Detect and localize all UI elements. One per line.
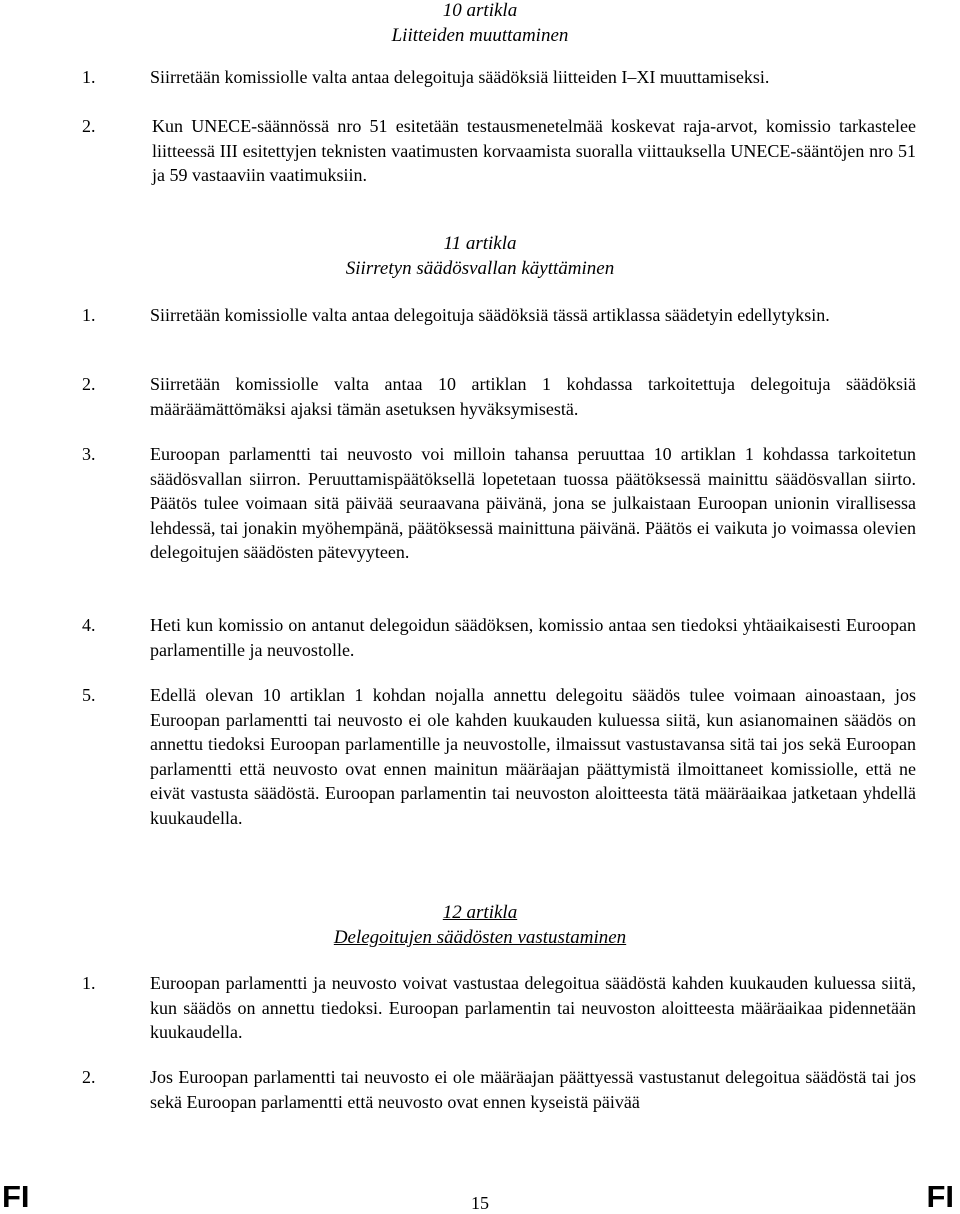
paragraph-number: 1. xyxy=(82,67,96,87)
article-12-heading xyxy=(0,900,960,950)
paragraph-number: 3. xyxy=(82,444,96,464)
article-number: 11 artikla xyxy=(443,233,517,254)
paragraph-text: Kun UNECE-säännössä nro 51 esitetään testausmenetelmää koskevat raja-arvot, komissio tarkastelee liitteessä III esitettyjen teknisten vaatimusten korvaamista suoralla viittauksella UNECE-sääntöjen nro 51 ja 59 vastaaviin vaatimuksiin. xyxy=(152,116,916,186)
article-number: 12 artikla xyxy=(442,902,518,923)
paragraph-text: Heti kun komissio on antanut delegoidun säädöksen, komissio antaa sen tiedoksi yhtäaikaisesti Euroopan parlamentille ja neuvostolle. xyxy=(150,615,916,660)
paragraph-text: Siirretään komissiolle valta antaa delegoituja säädöksiä liitteiden I–XI muuttamiseksi. xyxy=(150,67,770,87)
paragraph-number: 1. xyxy=(82,305,96,325)
paragraph-number: 2. xyxy=(82,116,96,136)
article-title: Siirretyn säädösvallan käyttäminen xyxy=(345,258,615,279)
article-11-paragraph-3 xyxy=(82,442,916,565)
paragraph-text: Euroopan parlamentti tai neuvosto voi milloin tahansa peruuttaa 10 artiklan 1 kohdassa tarkoitetun säädösvallan siirron. Peruuttamispäätöksellä lopetetaan tuossa päätöksessä mainittu säädösvallan siirto. Päätös tulee voimaan sitä päivää seuraavana päivänä, jona se julkaistaan Euroopan unionin virallisessa lehdessä, tai jonakin myöhempänä, päätöksessä mainittuna päivänä. Päätös ei vaikuta jo voimassa olevien delegoitujen säädösten pätevyyteen. xyxy=(150,444,916,563)
footer-language-label-right: FI xyxy=(926,1179,954,1214)
article-number: 10 artikla xyxy=(442,0,518,21)
paragraph-number: 5. xyxy=(82,685,96,705)
paragraph-text: Siirretään komissiolle valta antaa 10 artiklan 1 kohdassa tarkoitettuja delegoituja säädöksiä määräämättömäksi ajaksi tämän asetuksen hyväksymisestä. xyxy=(150,374,916,419)
page-number: 15 xyxy=(471,1193,489,1213)
paragraph-text: Siirretään komissiolle valta antaa delegoituja säädöksiä tässä artiklassa säädetyin edellytyksin. xyxy=(150,305,830,325)
paragraph-number: 4. xyxy=(82,615,96,635)
article-12-paragraph-1 xyxy=(82,971,916,1045)
article-10-heading xyxy=(0,0,960,48)
article-11-paragraph-4 xyxy=(82,613,916,662)
paragraph-number: 2. xyxy=(82,1067,96,1087)
paragraph-number: 2. xyxy=(82,374,96,394)
article-10-paragraph-2 xyxy=(82,114,916,188)
paragraph-number: 1. xyxy=(82,973,96,993)
article-11-paragraph-1 xyxy=(82,303,916,328)
paragraph-text: Edellä olevan 10 artiklan 1 kohdan nojalla annettu delegoitu säädös tulee voimaan ainoastaan, jos Euroopan parlamentti tai neuvosto ei ole kahden kuukauden kuluessa siitä, kun asianomainen säädös on annettu tiedoksi Euroopan parlamentille ja neuvostolle, ilmaissut vastustavansa sitä tai jos sekä Euroopan parlamentti että neuvosto ovat ennen mainitun määräajan päättymistä ilmoittaneet komissiolle, että ne eivät vastusta säädöstä. Euroopan parlamentin tai neuvoston aloitteesta tätä määräaikaa jatketaan yhdellä kuukaudella. xyxy=(150,685,916,828)
article-title: Delegoitujen säädösten vastustaminen xyxy=(333,927,627,948)
article-11-paragraph-5 xyxy=(82,683,916,831)
article-11-heading xyxy=(0,231,960,281)
paragraph-text: Jos Euroopan parlamentti tai neuvosto ei ole määräajan päättyessä vastustanut delegoitua säädöstä tai jos sekä Euroopan parlamentti että neuvosto ovat ennen kyseistä päivää xyxy=(150,1067,916,1112)
paragraph-text: Euroopan parlamentti ja neuvosto voivat vastustaa delegoitua säädöstä kahden kuukauden kuluessa siitä, kun säädös on annettu tiedoksi. Euroopan parlamentin tai neuvoston aloitteesta määräaikaa pidennetään kuukaudella. xyxy=(150,973,916,1043)
footer-language-label-left: FI xyxy=(2,1179,30,1214)
article-11-paragraph-2 xyxy=(82,372,916,421)
article-10-paragraph-1 xyxy=(82,65,916,90)
article-title: Liitteiden muuttaminen xyxy=(391,25,569,46)
article-12-paragraph-2 xyxy=(82,1065,916,1114)
